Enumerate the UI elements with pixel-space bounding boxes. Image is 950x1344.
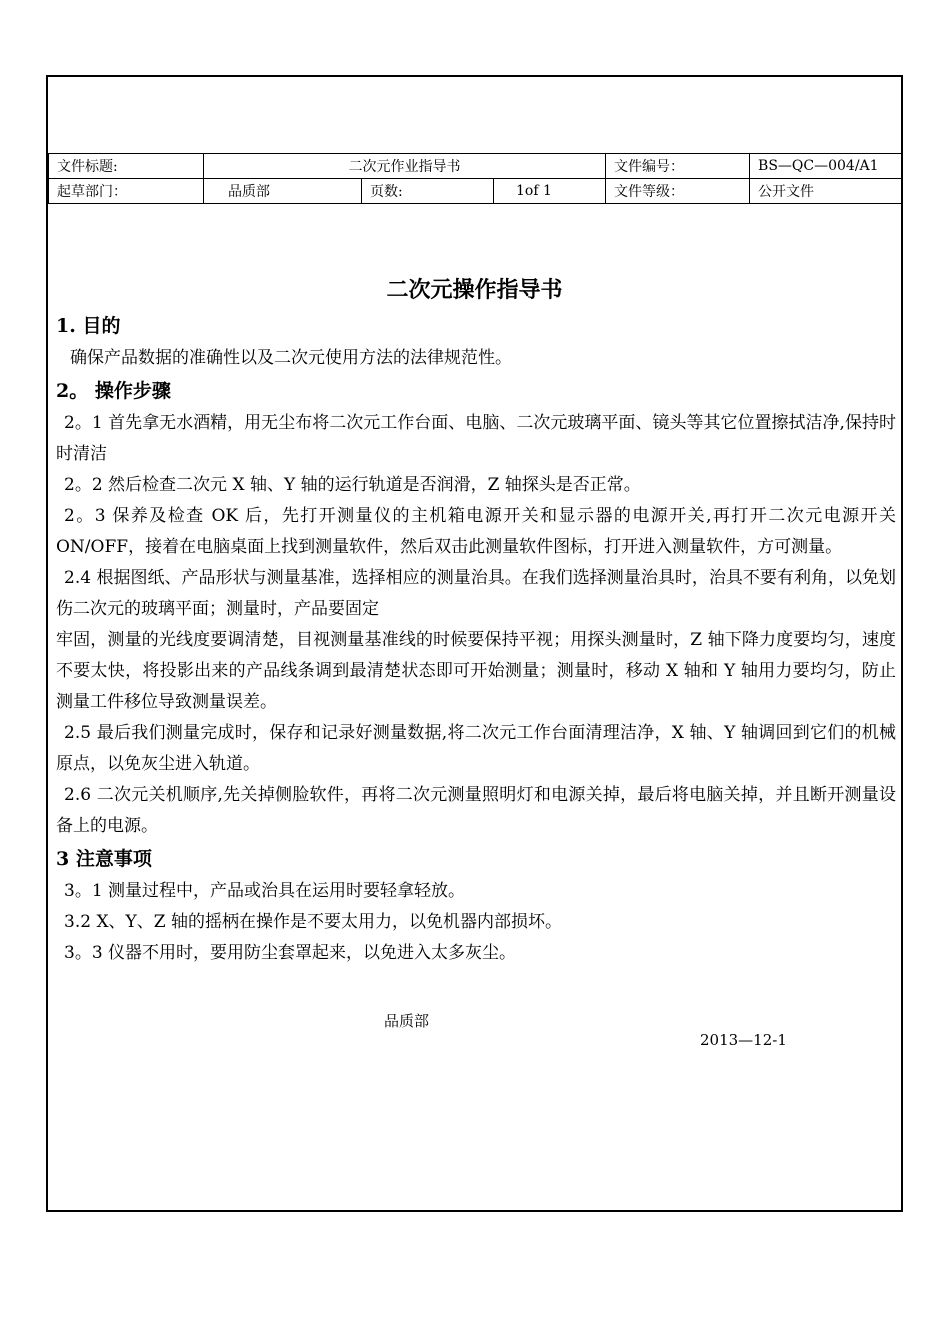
signature-date: 2013—12-1 xyxy=(700,1031,787,1049)
step-2-2: 2。2 然后检查二次元 X 轴、Y 轴的运行轨道是否润滑，Z 轴探头是否正常。 xyxy=(64,475,641,495)
step-2-3: 2。3 保养及检查 OK 后，先打开测量仪的主机箱电源开关和显示器的电源开关,再打开二次元电源开关 ON/OFF，接着在电脑桌面上找到测量软件，然后双击此测量软件图标，打开进入测量软件，方可测量。 xyxy=(56,506,896,557)
document-frame xyxy=(46,75,903,1212)
dept-value: 品质部 xyxy=(204,179,362,204)
section-heading-purpose: 1. 目的 xyxy=(56,315,121,337)
step-2-5: 2.5 最后我们测量完成时，保存和记录好测量数据,将二次元工作台面清理洁净，X 轴、Y 轴调回到它们的机械原点，以免灰尘进入轨道。 xyxy=(56,723,896,774)
document-body xyxy=(56,309,896,969)
step-2-4-continued: 牢固，测量的光线度要调清楚，目视测量基准线的时候要保持平视；用探头测量时，Z 轴下降力度要均匀，速度不要太快，将投影出来的产品线条调到最清楚状态即可开始测量；测量时，移动 X 轴和 Y 轴用力要均匀，防止测量工件移位导致测量误差。 xyxy=(56,630,896,712)
signature-department: 品质部 xyxy=(384,1012,430,1030)
level-label: 文件等级： xyxy=(606,179,750,204)
title-value: 二次元作业指导书 xyxy=(204,154,606,179)
title-label: 文件标题: xyxy=(49,154,204,179)
step-2-1: 2。1 首先拿无水酒精，用无尘布将二次元工作台面、电脑、二次元玻璃平面、镜头等其它位置擦拭洁净,保持时时清洁 xyxy=(56,413,896,464)
note-3-1: 3。1 测量过程中，产品或治具在运用时要轻拿轻放。 xyxy=(64,881,466,901)
number-value: BS—QC—004/A1 xyxy=(750,154,902,179)
note-3-2: 3.2 X、Y、Z 轴的摇柄在操作是不要太用力，以免机器内部损坏。 xyxy=(64,912,562,932)
dept-label: 起草部门： xyxy=(49,179,204,204)
header-table xyxy=(48,153,902,204)
section-heading-notes: 3 注意事项 xyxy=(56,848,152,870)
level-value: 公开文件 xyxy=(750,179,902,204)
step-2-6: 2.6 二次元关机顺序,先关掉侧脸软件，再将二次元测量照明灯和电源关掉，最后将电脑关掉，并且断开测量设备上的电源。 xyxy=(56,785,896,836)
document-title: 二次元操作指导书 xyxy=(386,277,563,303)
header-row-1 xyxy=(49,154,902,179)
pages-label: 页数: xyxy=(362,179,494,204)
step-2-4: 2.4 根据图纸、产品形状与测量基准，选择相应的测量治具。在我们选择测量治具时，治具不要有利角，以免划伤二次元的玻璃平面；测量时，产品要固定 xyxy=(56,568,896,619)
number-label: 文件编号： xyxy=(606,154,750,179)
note-3-3: 3。3 仪器不用时，要用防尘套罩起来，以免进入太多灰尘。 xyxy=(64,943,517,963)
header-row-2 xyxy=(49,179,902,204)
purpose-paragraph: 确保产品数据的准确性以及二次元使用方法的法律规范性。 xyxy=(70,348,512,368)
pages-value: 1of 1 xyxy=(494,179,606,204)
section-heading-steps: 2。 操作步骤 xyxy=(56,380,171,402)
